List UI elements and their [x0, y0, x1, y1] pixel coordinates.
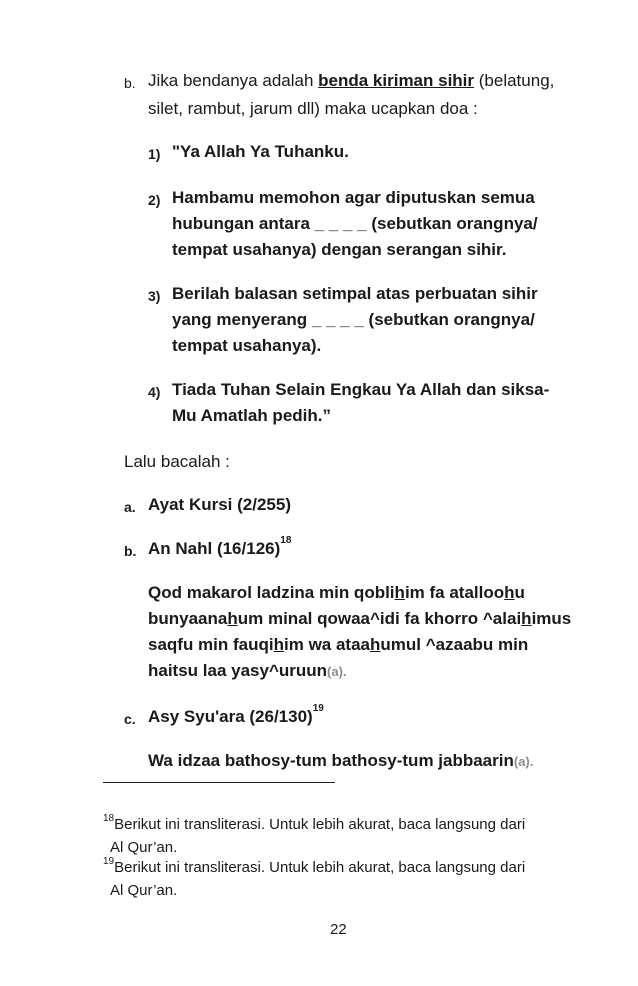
- footnote-text: Berikut ini transliterasi. Untuk lebih akurat, baca langsung dari: [114, 859, 526, 876]
- ayat-reference: [148, 703, 324, 728]
- footnote-line: Al Qur’an.: [110, 882, 178, 899]
- verse-segment: saqfu min fauqi: [148, 635, 274, 654]
- doa-line: Tiada Tuhan Selain Engkau Ya Allah dan siksa-: [172, 380, 550, 399]
- doa-line: Berilah balasan setimpal atas perbuatan sihir: [172, 284, 538, 303]
- footnote-line: Al Qur’an.: [110, 839, 178, 856]
- text-segment: Jika bendanya adalah: [148, 71, 319, 90]
- verse-line: [148, 660, 347, 683]
- doa-number: 2): [148, 192, 161, 208]
- instruction-text: Lalu bacalah :: [124, 452, 230, 471]
- verse-segment: h: [273, 635, 285, 654]
- list-marker: a.: [124, 499, 136, 515]
- footnote-divider: [103, 782, 335, 783]
- verse-line: [148, 634, 528, 656]
- verse-segment: im wa ataa: [284, 635, 371, 654]
- verse-line: [148, 608, 571, 630]
- verse-segment: umul ^azaabu min: [380, 635, 529, 654]
- doa-line: "Ya Allah Ya Tuhanku.: [172, 142, 349, 161]
- verse-line: [148, 582, 525, 604]
- emphasis-text: benda kiriman sihir: [318, 71, 475, 90]
- doa-line: Hambamu memohon agar diputuskan semua: [172, 188, 535, 207]
- verse-line: [148, 750, 533, 773]
- doa-line: tempat usahanya).: [172, 336, 322, 355]
- paragraph-line: [148, 70, 554, 92]
- footnote-line: [103, 815, 525, 835]
- verse-end-mark: (a).: [513, 754, 534, 769]
- doa-number: 3): [148, 288, 161, 304]
- verse-segment: im fa atalloo: [404, 583, 505, 602]
- ayat-reference-text: An Nahl (16/126): [148, 539, 281, 558]
- footnote-ref: 18: [280, 535, 292, 546]
- verse-segment: imus: [531, 609, 572, 628]
- verse-segment: h: [370, 635, 381, 654]
- text-segment: (belatung,: [474, 71, 555, 90]
- verse-segment: u: [514, 583, 525, 602]
- verse-segment: um minal qowaa^idi fa khorro ^alai: [237, 609, 522, 628]
- verse-segment: h: [394, 583, 405, 602]
- footnote-ref: 19: [312, 703, 324, 714]
- doa-line: tempat usahanya) dengan serangan sihir.: [172, 240, 507, 259]
- verse-segment: h: [521, 609, 532, 628]
- list-marker: b.: [124, 75, 136, 91]
- paragraph-line: silet, rambut, jarum dll) maka ucapkan doa :: [148, 99, 478, 118]
- doa-line: hubungan antara _ _ _ _ (sebutkan orangnya/: [172, 214, 538, 233]
- ayat-reference: Ayat Kursi (2/255): [148, 495, 291, 514]
- verse-segment: bunyaana: [148, 609, 228, 628]
- list-marker: c.: [124, 711, 136, 727]
- verse-segment: haitsu laa yasy^uruun: [148, 661, 328, 680]
- verse-segment: h: [227, 609, 238, 628]
- footnote-number: 18: [103, 813, 115, 824]
- verse-segment: Qod makarol ladzina min qobli: [148, 583, 395, 602]
- verse-end-mark: (a).: [327, 664, 347, 679]
- doa-line: Mu Amatlah pedih.”: [172, 406, 331, 425]
- ayat-reference: [148, 535, 292, 560]
- list-marker: b.: [124, 543, 137, 559]
- verse-segment: h: [504, 583, 515, 602]
- footnote-text: Berikut ini transliterasi. Untuk lebih akurat, baca langsung dari: [114, 816, 526, 833]
- verse-segment: Wa idzaa bathosy-tum bathosy-tum jabbaarin: [148, 751, 514, 770]
- doa-number: 4): [148, 384, 161, 400]
- footnote-number: 19: [103, 856, 115, 867]
- ayat-reference-text: Asy Syu'ara (26/130): [148, 707, 313, 726]
- doa-number: 1): [148, 146, 161, 162]
- page-number: 22: [330, 921, 347, 938]
- doa-line: yang menyerang _ _ _ _ (sebutkan orangnya/: [172, 310, 535, 329]
- footnote-line: [103, 858, 525, 878]
